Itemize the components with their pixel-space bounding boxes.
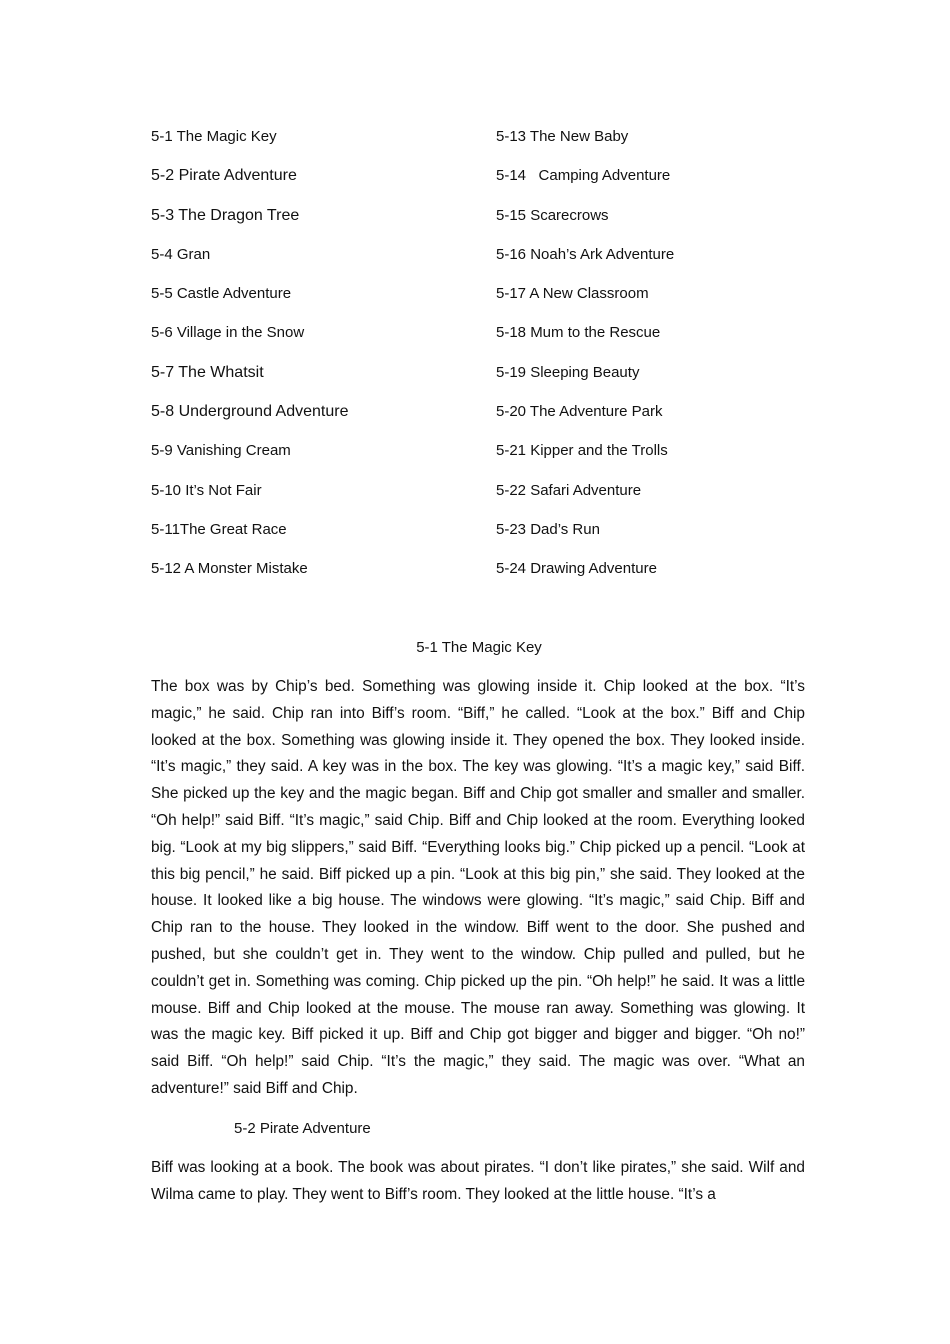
toc-item: 5-4 Gran bbox=[151, 245, 211, 263]
toc-item: 5-18 Mum to the Rescue bbox=[496, 324, 661, 342]
toc-item: 5-1 The Magic Key bbox=[151, 128, 277, 145]
toc-item: 5-16 Noah’s Ark Adventure bbox=[496, 245, 675, 263]
toc-column-right bbox=[496, 124, 826, 596]
toc-item: 5-7 The Whatsit bbox=[151, 363, 264, 381]
toc-item: 5-22 Safari Adventure bbox=[496, 481, 642, 499]
toc-item: 5-24 Drawing Adventure bbox=[496, 560, 657, 578]
story-paragraph: Biff was looking at a book. The book was about pirates. “I don’t like pirates,” she said. Wilf and Wilma came to play. They went to Biff’s room. They looked at the little house. “It’s a bbox=[151, 1159, 805, 1203]
story-title: 5-1 The Magic Key bbox=[416, 639, 542, 656]
toc-item: 5-20 The Adventure Park bbox=[496, 403, 663, 421]
toc-item: 5-6 Village in the Snow bbox=[151, 324, 305, 342]
story-title: 5-2 Pirate Adventure bbox=[234, 1120, 371, 1137]
toc-item: 5-10 It’s Not Fair bbox=[151, 481, 262, 499]
toc-item: 5-19 Sleeping Beauty bbox=[496, 363, 640, 381]
toc-item: 5-3 The Dragon Tree bbox=[151, 206, 300, 224]
story-paragraph: The box was by Chip’s bed. Something was glowing inside it. Chip looked at the box. “It’s magic,” he said. Chip ran into Biff’s room. “Biff,” he called. “Look at the box.” Biff and Chip looked at the box. Something was glowing inside it. They opened the box. They looked inside. “It’s magic,” they said. A key was in the box. The key was glowing. “It’s a magic key,” said Biff. She picked up the key and the magic began. Biff and Chip got smaller and smaller and smaller. “Oh help!” said Biff. “It’s magic,” said Chip. Biff and Chip looked at the room. Everything looked big. “Look at my big slippers,” said Biff. “Everything looks big.” Chip picked up a pencil. “Look at this big pencil,” he said. Biff picked up a pin. “Look at this big pin,” she said. They looked at the house. It looked like a big house. The windows were glowing. “It’s magic,” said Chip. Biff and Chip ran to the house. They looked in the window. Biff went to the door. She pushed and pushed, but she couldn’t get in. They went to the window. Chip pulled and pulled, but he couldn’t get in. Something was coming. Chip picked up the pin. “Oh help!” he said. It was a little mouse. Biff and Chip looked at the mouse. The mouse ran away. Something was glowing. It was the magic key. Biff picked it up. Biff and Chip got bigger and bigger and bigger. “Oh no!” said Biff. “Oh help!” said Chip. “It’s the magic,” they said. The magic was over. “What an adventure!” said Biff and Chip. bbox=[151, 678, 805, 1097]
toc-item: 5-12 A Monster Mistake bbox=[151, 560, 308, 578]
toc-item: 5-21 Kipper and the Trolls bbox=[496, 442, 668, 460]
toc-item: 5-5 Castle Adventure bbox=[151, 285, 292, 303]
toc-item: 5-11The Great Race bbox=[151, 520, 287, 538]
toc-item: 5-2 Pirate Adventure bbox=[151, 167, 297, 185]
toc-item: 5-15 Scarecrows bbox=[496, 206, 609, 224]
toc-item: 5-9 Vanishing Cream bbox=[151, 442, 291, 460]
toc-item: 5-14 Camping Adventure bbox=[496, 167, 671, 185]
toc-column-left bbox=[151, 124, 481, 596]
toc-item: 5-23 Dad’s Run bbox=[496, 520, 600, 538]
toc-item: 5-8 Underground Adventure bbox=[151, 403, 349, 421]
toc-item: 5-13 The New Baby bbox=[496, 128, 629, 145]
toc-item: 5-17 A New Classroom bbox=[496, 285, 649, 303]
